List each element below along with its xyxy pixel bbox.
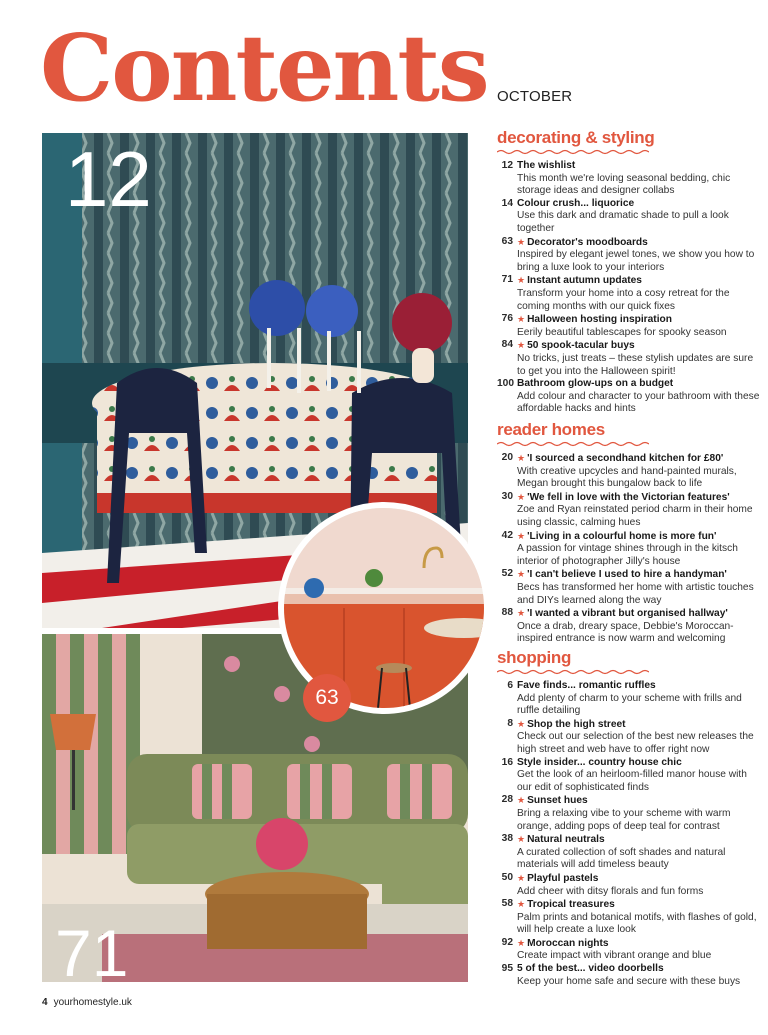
wave-divider (497, 441, 649, 447)
entry-page-number: 92 (501, 936, 513, 948)
contents-entry (497, 378, 761, 416)
star-icon: ★ (517, 608, 526, 619)
entry-page-number: 38 (501, 833, 513, 845)
entry-heading-line (517, 937, 761, 951)
entry-description: Inspired by elegant jewel tones, we show you how to bring a luxe look to your interiors (517, 249, 755, 273)
contents-entry (497, 313, 761, 339)
entry-heading-line (517, 378, 761, 391)
entry-heading: Sunset hues (527, 795, 588, 807)
entry-description: Use this dark and dramatic shade to pull a look together (517, 210, 729, 234)
entry-list (497, 680, 761, 988)
entry-heading: 'I can't believe I used to hire a handyman' (527, 569, 727, 581)
photo-page-number: 12 (65, 135, 152, 223)
entry-heading: Shop the high street (527, 718, 626, 730)
entry-heading-line (517, 530, 761, 544)
section-reader-homes (497, 420, 761, 646)
entry-body (517, 833, 761, 872)
star-icon: ★ (517, 314, 526, 325)
wave-divider (497, 669, 649, 675)
entry-heading: 'I wanted a vibrant but organised hallway' (527, 608, 728, 620)
contents-entry (497, 236, 761, 275)
entry-heading: 50 spook-tacular buys (527, 340, 635, 352)
entry-heading: 5 of the best... video doorbells (517, 963, 664, 975)
entry-description: No tricks, just treats – these stylish updates are sure to get you into the Halloween spirit! (517, 352, 754, 377)
entry-body (517, 963, 761, 988)
wave-divider (497, 149, 649, 155)
entry-body (517, 452, 761, 491)
contents-entry (497, 160, 761, 198)
entry-heading-line (517, 607, 761, 621)
contents-entry (497, 718, 761, 757)
section-shopping (497, 648, 761, 988)
entry-heading: Colour crush... liquorice (517, 197, 635, 209)
star-icon: ★ (517, 569, 526, 580)
entry-page-number: 58 (501, 898, 513, 910)
entry-body (517, 236, 761, 275)
star-icon: ★ (517, 937, 526, 948)
star-icon: ★ (517, 275, 526, 286)
entry-heading: Instant autumn updates (527, 275, 642, 287)
entry-heading: 'We fell in love with the Victorian features' (527, 491, 730, 503)
star-icon: ★ (517, 795, 526, 806)
entry-body (517, 794, 761, 833)
entry-page-number: 14 (501, 197, 513, 209)
star-icon: ★ (517, 453, 526, 463)
entry-page-number: 28 (501, 794, 513, 806)
entry-page-number: 12 (501, 160, 513, 171)
entry-description: Add cheer with ditsy florals and fun forms (517, 885, 704, 897)
star-icon: ★ (517, 872, 526, 883)
star-icon: ★ (517, 340, 526, 351)
footer-page-number: 4 (42, 997, 48, 1008)
contents-entry (497, 339, 761, 378)
entry-body (517, 937, 761, 963)
entry-page-number: 6 (507, 680, 513, 691)
entry-description: This month we're loving seasonal bedding, chic storage ideas and designer collabs (517, 172, 731, 197)
entry-body (517, 680, 761, 718)
entry-description: Add colour and character to your bathroom with these affordable hacks and hints (517, 390, 760, 415)
entry-description: A curated collection of soft shades and natural materials will add timeless beauty (517, 846, 726, 871)
issue-month: OCTOBER (497, 88, 573, 105)
entry-description: With creative upcycles and hand-painted murals, Megan brought this bungalow back to life (517, 465, 737, 490)
entry-description: Becs has transformed her home with artistic touches and DIYs learned along the way (517, 581, 754, 606)
contents-entry (497, 872, 761, 898)
entry-page-number: 84 (501, 339, 513, 351)
entry-heading-line (517, 794, 761, 808)
entry-body (517, 607, 761, 646)
section-title: reader homes (497, 420, 605, 439)
star-icon: ★ (517, 530, 526, 541)
contents-entry (497, 757, 761, 795)
contents-entry (497, 491, 761, 530)
entry-heading-line (517, 313, 761, 327)
entry-heading-line (517, 963, 761, 976)
entry-heading-line (517, 339, 761, 353)
entry-body (517, 198, 761, 236)
entry-heading: Fave finds... romantic ruffles (517, 680, 656, 691)
entry-description: Transform your home into a cosy retreat for the coming months with our quick fixes (517, 287, 730, 312)
entry-page-number: 63 (501, 235, 513, 247)
entry-heading: Playful pastels (527, 872, 599, 884)
entry-description: Get the look of an heirloom-filled manor house with our edit of sophisticated finds (517, 769, 747, 793)
entry-page-number: 71 (501, 274, 513, 286)
photo-page-number: 71 (55, 916, 129, 990)
entry-body (517, 718, 761, 757)
entry-description: Add plenty of charm to your scheme with frills and ruffle detailing (517, 692, 742, 717)
entry-body (517, 313, 761, 339)
entry-heading: 'I sourced a secondhand kitchen for £80' (527, 453, 724, 464)
entry-description: Zoe and Ryan reinstated period charm in their home using classic, calming hues (517, 504, 753, 528)
contents-entry (497, 274, 761, 313)
contents-entry (497, 794, 761, 833)
entry-body (517, 339, 761, 378)
entry-body (517, 491, 761, 530)
entry-page-number: 50 (501, 871, 513, 883)
entry-description: Once a drab, dreary space, Debbie's Moroccan-inspired entrance is now warm and welcoming (517, 620, 734, 645)
entry-page-number: 30 (501, 490, 513, 502)
contents-entry (497, 607, 761, 646)
entry-description: Check out our selection of the best new releases the high street and web have to offer right now (517, 731, 754, 755)
entry-description: Eerily beautiful tablescapes for spooky season (517, 326, 727, 338)
star-icon: ★ (517, 718, 526, 729)
entry-heading: Tropical treasures (527, 899, 615, 911)
section-title: shopping (497, 648, 572, 667)
entry-description: Palm prints and botanical motifs, with flashes of gold, will help create a luxe look (517, 911, 757, 936)
entry-heading: Style insider... country house chic (517, 756, 682, 768)
footer-website: yourhomestyle.uk (53, 997, 132, 1008)
entry-page-number: 20 (501, 452, 513, 463)
contents-entry (497, 568, 761, 607)
entry-heading: Halloween hosting inspiration (527, 314, 672, 326)
entry-list (497, 160, 761, 416)
entry-body (517, 530, 761, 569)
entry-heading: Decorator's moodboards (527, 236, 648, 248)
entry-description: A passion for vintage shines through in the kitsch interior of photographer Jilly's house (517, 543, 738, 567)
contents-entry (497, 898, 761, 937)
contents-entry (497, 963, 761, 988)
entry-page-number: 8 (507, 717, 513, 729)
entry-description: Create impact with vibrant orange and blue (517, 950, 712, 962)
entry-heading-line (517, 160, 761, 173)
entry-description: Keep your home safe and secure with these buys (517, 975, 741, 987)
contents-entry (497, 937, 761, 963)
entry-page-number: 42 (501, 529, 513, 541)
star-icon: ★ (517, 236, 526, 247)
star-icon: ★ (517, 491, 526, 502)
entry-body (517, 160, 761, 198)
entry-heading-line (517, 898, 761, 912)
section-title: decorating & styling (497, 128, 655, 147)
entry-page-number: 88 (501, 607, 513, 619)
contents-entry (497, 452, 761, 491)
entry-body (517, 872, 761, 898)
entry-heading-line (517, 452, 761, 466)
contents-entry (497, 530, 761, 569)
photo-page-badge: 63 (303, 674, 351, 722)
entry-heading-line (517, 680, 761, 693)
entry-body (517, 568, 761, 607)
entry-page-number: 16 (501, 756, 513, 768)
entry-page-number: 100 (497, 378, 514, 390)
entry-list (497, 452, 761, 646)
section-decorating (497, 128, 761, 416)
contents-entry (497, 833, 761, 872)
entry-page-number: 76 (501, 313, 513, 325)
entry-body (517, 274, 761, 313)
page-footer (42, 997, 132, 1008)
entry-heading: The wishlist (517, 160, 576, 171)
contents-entry (497, 680, 761, 718)
entry-description: Bring a relaxing vibe to your scheme with warm orange, adding pops of deep teal for contrast (517, 807, 731, 832)
page-title: Contents (40, 14, 488, 122)
entry-page-number: 52 (501, 568, 513, 580)
contents-entry (497, 198, 761, 236)
entry-page-number: 95 (501, 963, 513, 975)
entry-heading-line (517, 568, 761, 582)
entry-heading: Moroccan nights (527, 937, 609, 949)
entry-heading: Bathroom glow-ups on a budget (517, 378, 674, 390)
entry-heading-line (517, 872, 761, 886)
entry-heading-line (517, 198, 761, 211)
entry-heading: Natural neutrals (527, 834, 605, 846)
entry-heading-line (517, 833, 761, 847)
entry-heading-line (517, 718, 761, 732)
entry-heading-line (517, 491, 761, 505)
entry-body (517, 757, 761, 795)
star-icon: ★ (517, 834, 526, 845)
entry-heading-line (517, 757, 761, 770)
entry-body (517, 898, 761, 937)
entry-heading: 'Living in a colourful home is more fun' (527, 530, 717, 542)
entry-heading-line (517, 274, 761, 288)
entry-body (517, 378, 761, 416)
entry-heading-line (517, 236, 761, 250)
star-icon: ★ (517, 899, 526, 910)
